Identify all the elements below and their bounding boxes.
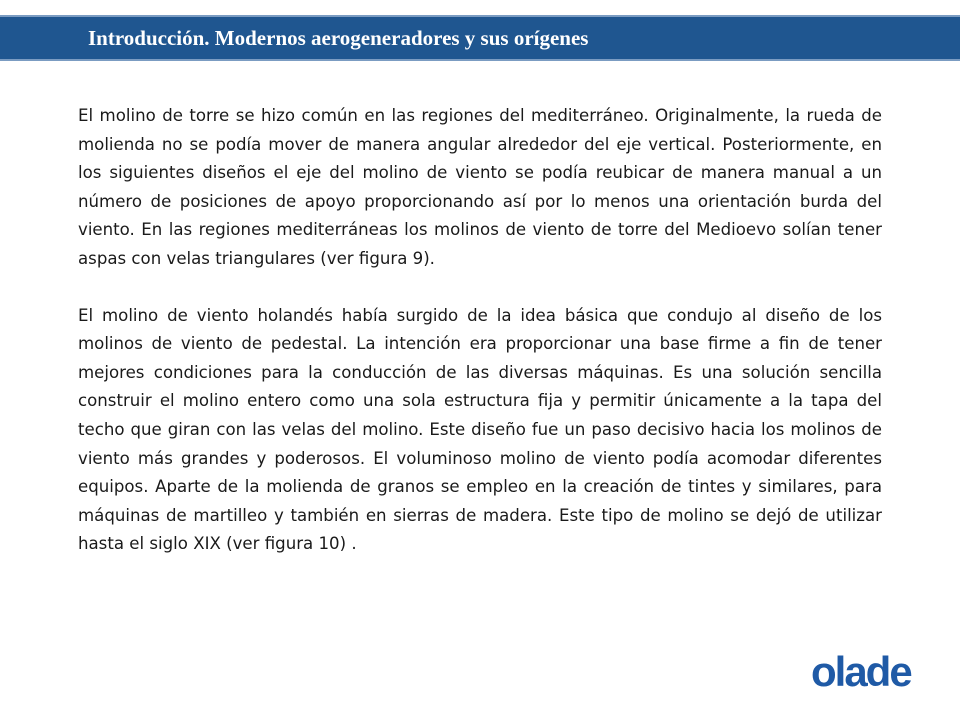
olade-logo [811,650,923,694]
page-title: Introducción. Modernos aerogeneradores y sus orígenes [88,26,589,50]
paragraph-dutch-mill: El molino de viento holandés había surgido de la idea básica que condujo al diseño de los molinos de viento de pedestal. La intención era proporcionar una base firme a fin de tener mejores condiciones para la conducción de las diversas máquinas. Es una solución sencilla construir el molino entero como una sola estructura fija y permitir únicamente a la tapa del techo que giran con las velas del molino. Este diseño fue un paso decisivo hacia los molinos de viento más grandes y poderosos. El voluminoso molino de viento podía acomodar diferentes equipos. Aparte de la molienda de granos se empleo en la creación de tintes y similares, para máquinas de martilleo y también en sierras de madera. Este tipo de molino se dejó de utilizar hasta el siglo XIX (ver figura 10) . [78,305,882,554]
body-content [78,102,882,559]
paragraph-tower-mill: El molino de torre se hizo común en las regiones del mediterráneo. Originalmente, la rueda de molienda no se podía mover de manera angular alrededor del eje vertical. Posteriormente, en los siguientes diseños el eje del molino de viento se podía reubicar de manera manual a un número de posiciones de apoyo proporcionando así por lo menos una orientación burda del viento. En las regiones mediterráneas los molinos de viento de torre del Medioevo solían tener aspas con velas triangulares (ver figura 9). [78,106,882,268]
olade-logo-text: olade [811,650,911,694]
title-bar [0,15,960,61]
olade-logo-wordmark [811,650,923,694]
